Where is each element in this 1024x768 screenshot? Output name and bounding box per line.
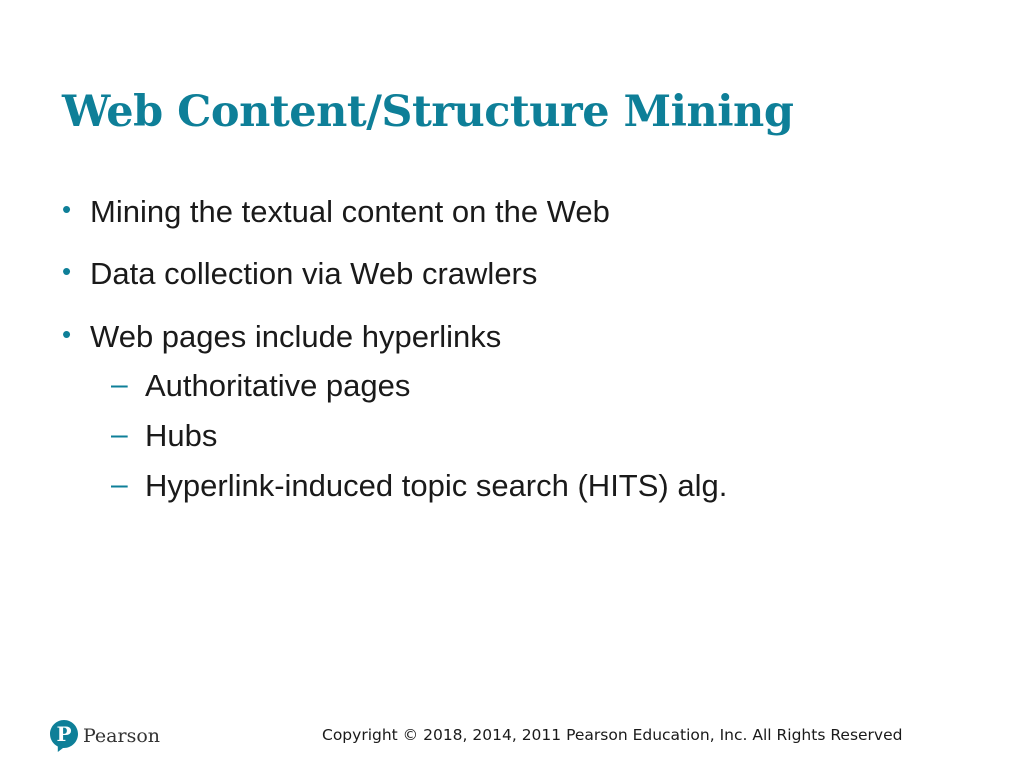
sub-bullet-item bbox=[111, 466, 728, 506]
sub-bullet-marker: – bbox=[111, 418, 128, 451]
bullet-item bbox=[62, 254, 538, 294]
pearson-logo-icon bbox=[49, 719, 79, 753]
copyright-notice: Copyright © 2018, 2014, 2011 Pearson Education, Inc. All Rights Reserved bbox=[322, 726, 903, 744]
bullet-text: Web pages include hyperlinks bbox=[90, 319, 502, 354]
sub-bullet-item bbox=[111, 416, 218, 456]
sub-bullet-item bbox=[111, 366, 411, 406]
slide-title: Web Content/Structure Mining bbox=[62, 87, 794, 137]
bullet-text: Data collection via Web crawlers bbox=[90, 256, 538, 291]
sub-bullet-marker: – bbox=[111, 368, 128, 401]
pearson-logo-text: Pearson bbox=[83, 725, 161, 747]
sub-bullet-text: Hyperlink-induced topic search (HITS) alg. bbox=[145, 468, 728, 503]
bullet-item bbox=[62, 192, 610, 232]
sub-bullet-marker: – bbox=[111, 468, 128, 501]
bullet-item bbox=[62, 317, 502, 357]
bullet-marker: • bbox=[62, 194, 72, 224]
pearson-logo-letter: P bbox=[56, 722, 72, 746]
bullet-text: Mining the textual content on the Web bbox=[90, 194, 610, 229]
bullet-marker: • bbox=[62, 256, 72, 286]
sub-bullet-text: Authoritative pages bbox=[145, 368, 411, 403]
bullet-marker: • bbox=[62, 319, 72, 349]
sub-bullet-text: Hubs bbox=[145, 418, 218, 453]
